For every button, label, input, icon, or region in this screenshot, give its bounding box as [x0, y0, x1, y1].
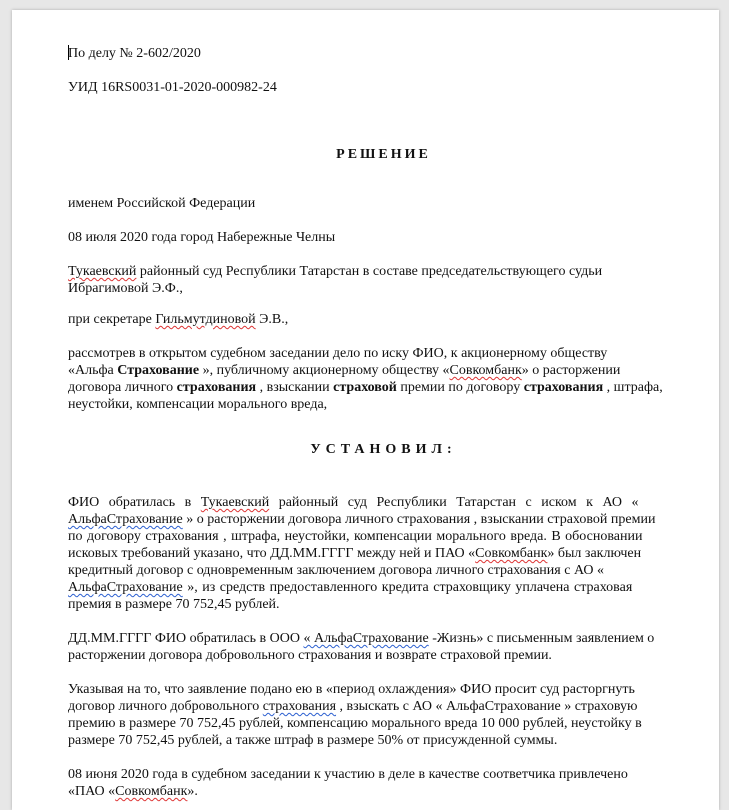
established-heading: УСТАНОВИЛ: — [310, 442, 457, 457]
court-line-2: Ибрагимовой Э.Ф., — [68, 281, 183, 296]
secretary-line: при секретаре Гильмутдиновой Э.В., — [68, 312, 289, 327]
para2-line-1: ДД.ММ.ГГГГ ФИО обратилась в ООО « АльфаСтрахование -Жизнь» с письменным заявлением о — [68, 631, 655, 646]
considered-line-1: рассмотрев в открытом судебном заседании дело по иску ФИО, к акционерному обществу — [68, 346, 608, 361]
para4-line-2: «ПАО «Совкомбанк». — [68, 784, 198, 799]
para3-line-1: Указывая на то, что заявление подано ею в «период охлаждения» ФИО просит суд расторгнуть — [68, 682, 635, 697]
para3-line-2: договор личного добровольного страхования , взыскать с АО « АльфаСтрахование » страховую — [68, 699, 638, 714]
para2-line-2: расторжении договора добровольного страхования и возврате страховой премии. — [68, 648, 552, 663]
para1-line-5: кредитный договор с одновременным заключением договора личного страхования с АО « — [68, 563, 604, 578]
date-place-line: 08 июля 2020 года город Набережные Челны — [68, 230, 336, 245]
considered-line-2: «Альфа Страхование », публичному акционерному обществу «Совкомбанк» о расторжении — [68, 363, 621, 378]
intro-line: именем Российской Федерации — [68, 196, 256, 211]
para1-line-2: АльфаСтрахование » о расторжении договора личного страхования , взыскании страховой премии — [68, 512, 656, 527]
considered-line-4: неустойки, компенсации морального вреда, — [68, 397, 328, 412]
para1-line-3: по договору страхования , штрафа, неустойки, компенсации морального вреда. В обосновании — [68, 529, 643, 544]
para3-line-4: размере 70 752,45 рублей, а также штраф в размере 50% от присужденной суммы. — [68, 733, 558, 748]
document-page — [12, 10, 719, 810]
case-number: По делу № 2-602/2020 — [68, 46, 201, 61]
para1-line-7: премия в размере 70 752,45 рублей. — [68, 597, 280, 612]
considered-line-3: договора личного страхования , взыскании страховой премии по договору страхования , штрафа, — [68, 380, 663, 395]
para3-line-3: премию в размере 70 752,45 рублей, компенсацию морального вреда 10 000 рублей, неустойку в — [68, 716, 642, 731]
court-line-1: Тукаевский районный суд Республики Татарстан в составе председательствующего судьи — [68, 264, 603, 279]
para1-line-1: ФИО обратилась в Тукаевский районный суд Республики Татарстан с иском к АО « — [68, 495, 639, 510]
para1-line-4: исковых требований указано, что ДД.ММ.ГГГГ между ней и ПАО «Совкомбанк» был заключен — [68, 546, 642, 561]
document-title: РЕШЕНИЕ — [336, 147, 431, 162]
para4-line-1: 08 июня 2020 года в судебном заседании к участию в деле в качестве соответчика привлечено — [68, 767, 628, 782]
uid-line: УИД 16RS0031-01-2020-000982-24 — [68, 80, 277, 95]
para1-line-6: АльфаСтрахование », из средств предоставленного кредита страховщику уплачена страховая — [68, 580, 633, 595]
